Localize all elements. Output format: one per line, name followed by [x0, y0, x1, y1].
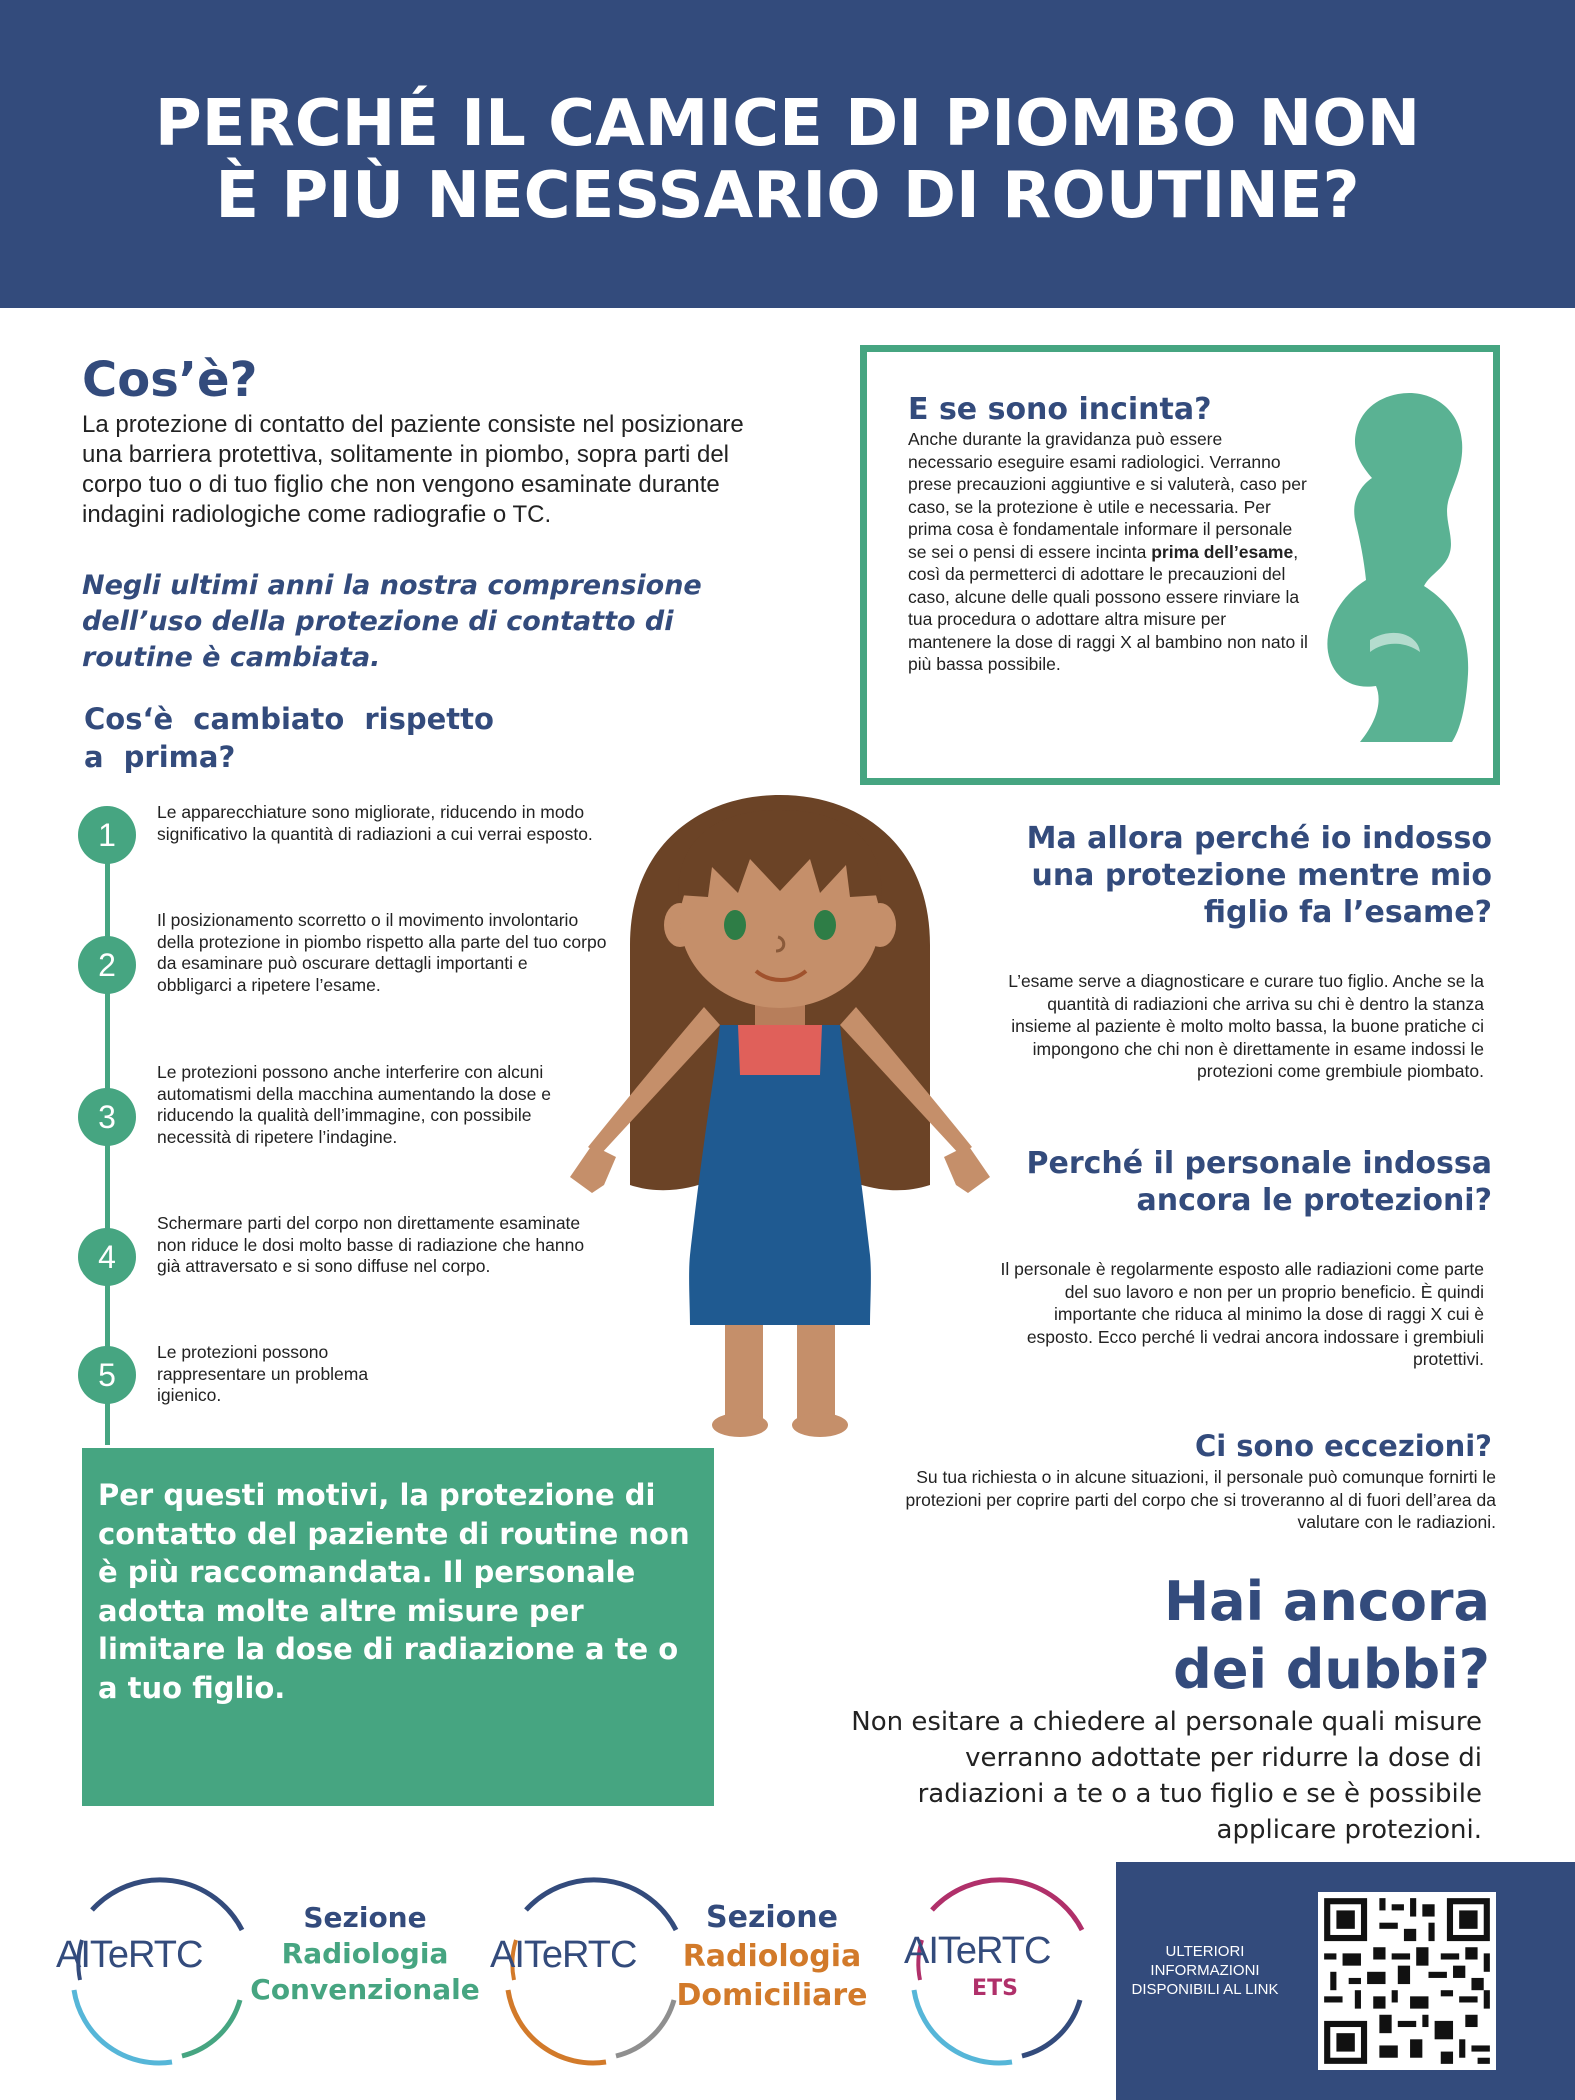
logo3-sub: ETS	[972, 1976, 1018, 2001]
exceptions-text: Su tua richiesta o in alcune situazioni, il personale può comunque fornirti le protezioni per coprire parti del corpo che si troveranno al di fuori dell’area da valutare con le radiazioni.	[905, 1467, 1496, 1532]
step-number-4: 4	[78, 1228, 136, 1286]
parent-question-text: L’esame serve a diagnosticare e curare tuo figlio. Anche se la quantità di radiazioni che arriva su chi è dentro la stanza insieme al paziente è molto molto bassa, la buone pratiche ci impongono che chi non è direttamente in esame indossi le protezioni come grembiule piombato.	[1008, 971, 1484, 1081]
logo2-section	[672, 1898, 872, 2015]
doubts-title-line2: dei dubbi?	[1173, 1638, 1490, 1701]
doubts-title-line1: Hai ancora	[1163, 1570, 1490, 1633]
header-banner	[0, 0, 1575, 308]
step-number-1: 1	[78, 806, 136, 864]
step-number-2: 2	[78, 936, 136, 994]
logo3-name: AITeRTC	[904, 1930, 1051, 1972]
doubts-title	[1000, 1568, 1490, 1704]
changes-title	[84, 700, 604, 776]
intro-highlight: Negli ultimi anni la nostra comprensione dell’uso della protezione di contatto di routine è cambiata.	[82, 570, 702, 673]
logo1-line3: Convenzionale	[250, 1973, 480, 2006]
info-label: ULTERIORI INFORMAZIONI DISPONIBILI AL LINK	[1131, 1943, 1279, 1998]
staff-question-text: Il personale è regolarmente esposto alle radiazioni come parte del suo lavoro e non per un proprio beneficio. È quindi importante che riduca al minimo la dose di raggi X cui è esposto. Ecco perché li vedrai ancora indossare i grembiuli protettivi.	[1000, 1259, 1484, 1369]
parent-question-title: Ma allora perché io indosso una protezione mentre mio figlio fa l’esame?	[1026, 821, 1492, 930]
exceptions-title: Ci sono eccezioni?	[1194, 1429, 1492, 1463]
step-text-1: Le apparecchiature sono migliorate, riducendo in modo significativo la quantità di radiazioni a cui verrai esposto.	[157, 802, 593, 844]
logo1-section	[250, 1900, 480, 2008]
pregnant-text-after: , così da permetterci di adottare le precauzioni del caso, alcune delle quali possono essere rinviare la tua procedura o adottare altra misure per mantenere la dose di raggi X al bambino non nato il più bassa possibile.	[908, 541, 1308, 674]
aitertc-logo-ets	[892, 1870, 1102, 2080]
pregnant-text-before: Anche durante la gravidanza può essere necessario eseguire esami radiologici. Verranno prese precauzioni aggiuntive e si valuterà, caso per caso, se la protezione è utile e necessaria. Per prima cosa è fondamentale informare il personale se sei o pensi di essere incinta	[908, 429, 1307, 562]
staff-question-title: Perché il personale indossa ancora le protezioni?	[1026, 1146, 1492, 1218]
logo1-line1: Sezione	[303, 1901, 427, 1934]
qr-code-icon[interactable]	[1318, 1892, 1496, 2070]
child-illustration	[570, 785, 990, 1445]
page-title	[0, 88, 1575, 232]
logo2-line3: Domiciliare	[676, 1978, 868, 2013]
logo2-name: AITeRTC	[490, 1934, 637, 1976]
intro-title: Cos’è?	[82, 352, 258, 408]
step-number-3: 3	[78, 1088, 136, 1146]
intro-text: La protezione di contatto del paziente consiste nel posizionare una barriera protettiva, solitamente in piombo, sopra parti del corpo tuo o di tuo figlio che non vengono esaminate durante indagini radiologiche come radiografie o TC.	[82, 411, 744, 528]
pregnant-text	[908, 428, 1308, 676]
logo1-name: AITeRTC	[56, 1934, 203, 1976]
pregnant-title: E se sono incinta?	[908, 392, 1212, 427]
changes-title-line2: a prima?	[84, 740, 236, 774]
page-title-line2: È PIÙ NECESSARIO DI ROUTINE?	[215, 159, 1360, 233]
conclusion-text: Per questi motivi, la protezione di contatto del paziente di routine non è più raccomandata. Il personale adotta molte altre misure per limitare la dose di radiazione a te o a tuo figlio.	[98, 1478, 690, 1705]
step-text-2: Il posizionamento scorretto o il movimento involontario della protezione in piombo rispetto alla parte del tuo corpo da esaminare può oscurare dettagli importanti e obbligarci a ripetere l’esame.	[157, 910, 607, 995]
pregnant-text-bold: prima dell’esame	[1151, 541, 1294, 562]
page-title-line1: PERCHÉ IL CAMICE DI PIOMBO NON	[154, 87, 1421, 161]
logo1-line2: Radiologia	[281, 1937, 449, 1970]
step-text-5: Le protezioni possono rappresentare un problema igienico.	[157, 1342, 369, 1405]
logo2-line1: Sezione	[705, 1900, 838, 1935]
step-number-5: 5	[78, 1346, 136, 1404]
pregnant-woman-icon	[1320, 390, 1490, 750]
step-text-4: Schermare parti del corpo non direttamente esaminate non riduce le dosi molto basse di radiazione che hanno già attraversato e si sono diffuse nel corpo.	[157, 1213, 585, 1276]
doubts-text: Non esitare a chiedere al personale quali misure verranno adottate per ridurre la dose di radiazioni a te o a tuo figlio e se è possibile applicare protezioni.	[851, 1707, 1482, 1845]
changes-title-line1: Cos‘è cambiato rispetto	[84, 702, 494, 736]
logo2-line2: Radiologia	[682, 1939, 862, 1974]
step-text-3: Le protezioni possono anche interferire con alcuni automatismi della macchina aumentando la dose e riducendo la qualità dell’immagine, con possibile necessità di ripetere l’indagine.	[157, 1062, 551, 1147]
